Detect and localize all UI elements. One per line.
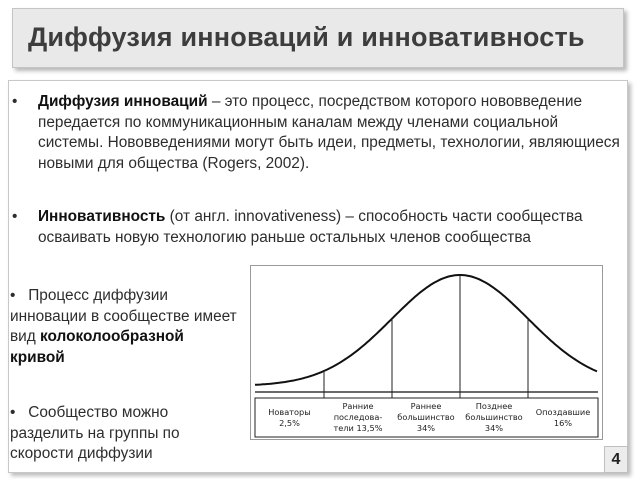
paragraph-diffusion-text — [38, 92, 623, 174]
definition-diffusion: – это процесс, посредством которого нововведение передается по коммуникационным каналам между членами социальной системы. Нововведениями могут быть идеи, предметы, технологии, являющиеся новыми для общества (Rogers, 2002). — [38, 93, 620, 172]
page-number: 4 — [604, 446, 628, 473]
category-label: Ранние — [342, 401, 374, 411]
side-text-process-bold: колоколообразной кривой — [10, 328, 184, 366]
category-label: Позднее — [475, 401, 513, 411]
bell-curve-chart — [250, 265, 603, 440]
category-label: 34% — [484, 423, 504, 433]
paragraph-innovativeness-text — [38, 207, 623, 248]
term-innovativeness: Инновативность — [38, 208, 166, 225]
slide-title: Диффузия инноваций и инновативность — [28, 22, 585, 52]
bullet: • — [12, 93, 18, 110]
definition-innovativeness: (от англ. innovativeness) – способность части сообщества осваивать новую технологию раньше остальных членов сообщества — [38, 208, 583, 246]
bullet: • — [10, 287, 16, 304]
category-label: большинство — [465, 412, 523, 422]
category-label: 2,5% — [279, 418, 300, 428]
side-text-groups-body: Сообщество можно разделить на группы по скорости диффузии — [10, 404, 180, 462]
category-label: большинство — [397, 412, 455, 422]
term-diffusion: Диффузия инноваций — [38, 93, 208, 110]
category-label: последова- — [333, 412, 383, 422]
bullet: • — [10, 404, 16, 421]
category-label: Новаторы — [268, 407, 311, 417]
category-label: 34% — [416, 423, 436, 433]
bullet: • — [12, 208, 18, 225]
side-text-process-body: Процесс диффузии инновации в сообществе имеет вид — [10, 287, 237, 345]
category-label: Раннее — [410, 401, 442, 411]
category-label: Опоздавшие — [535, 407, 591, 417]
side-text-process — [10, 286, 240, 368]
category-label: 16% — [553, 418, 573, 428]
side-text-groups — [10, 403, 240, 465]
category-label: тели 13,5% — [333, 423, 383, 433]
